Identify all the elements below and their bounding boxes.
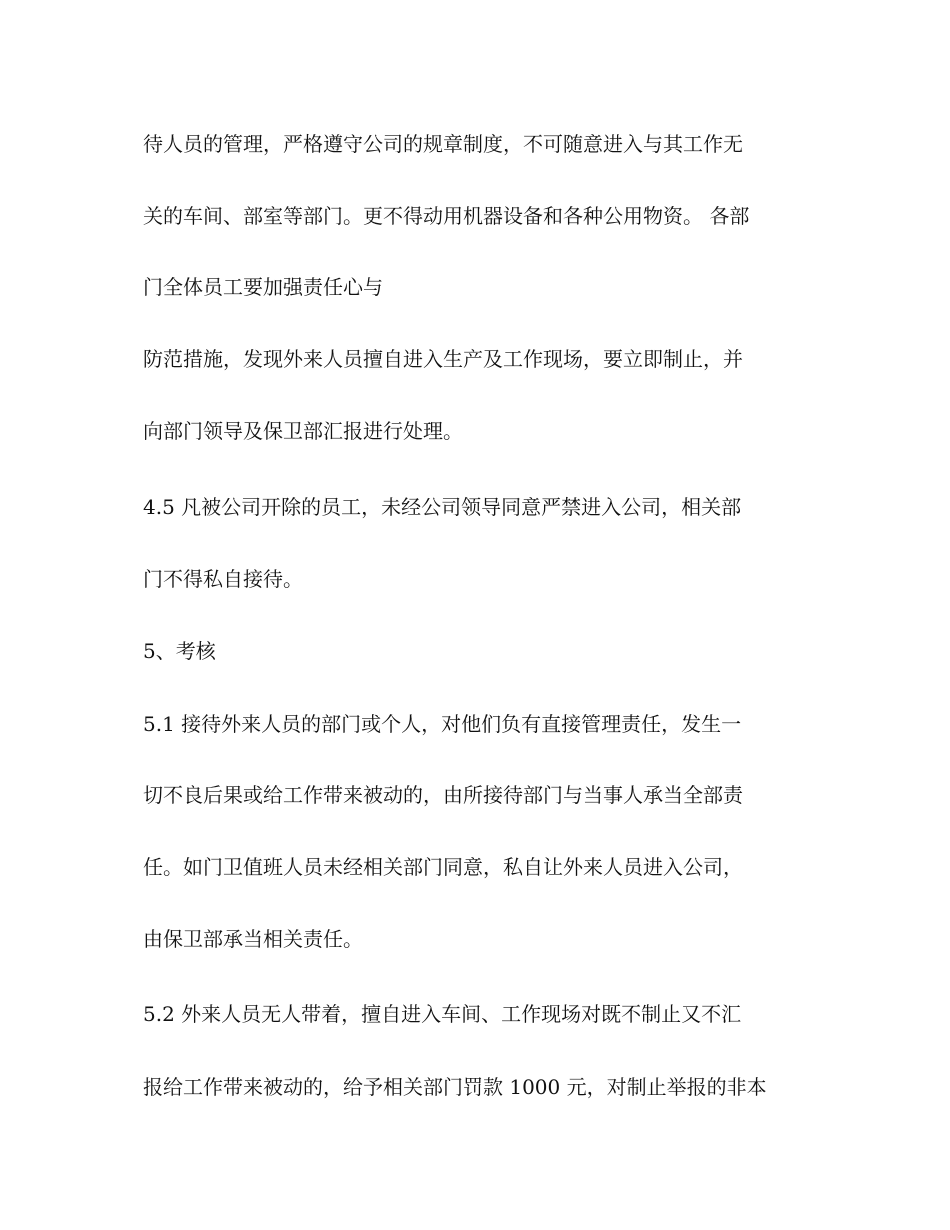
text-line: 报给工作带来被动的，给予相关部门罚款 1000 元，对制止举报的非本 <box>143 1075 767 1099</box>
section-heading: 5、考核 <box>143 639 216 663</box>
text-line: 门全体员工要加强责任心与 <box>143 275 383 299</box>
text-line: 防范措施，发现外来人员擅自进入生产及工作现场，要立即制止，并 <box>143 347 743 371</box>
text-line: 关的车间、部室等部门。更不得动用机器设备和各种公用物资。 各部 <box>143 204 750 228</box>
clause-5-1-line: 5.1 接待外来人员的部门或个人，对他们负有直接管理责任，发生一 <box>143 712 742 736</box>
clause-5-2-line: 5.2 外来人员无人带着，擅自进入车间、工作现场对既不制止又不汇 <box>143 1002 742 1026</box>
text-line: 由保卫部承当相关责任。 <box>143 927 363 951</box>
text-line: 任。如门卫值班人员未经相关部门同意，私自让外来人员进入公司， <box>143 855 743 879</box>
text-line: 门不得私自接待。 <box>143 567 303 591</box>
text-line: 待人员的管理，严格遵守公司的规章制度，不可随意进入与其工作无 <box>143 132 743 156</box>
clause-4-5-line: 4.5 凡被公司开除的员工，未经公司领导同意严禁进入公司，相关部 <box>143 495 742 519</box>
text-line: 向部门领导及保卫部汇报进行处理。 <box>143 419 463 443</box>
text-line: 切不良后果或给工作带来被动的，由所接待部门与当事人承当全部责 <box>143 783 743 807</box>
